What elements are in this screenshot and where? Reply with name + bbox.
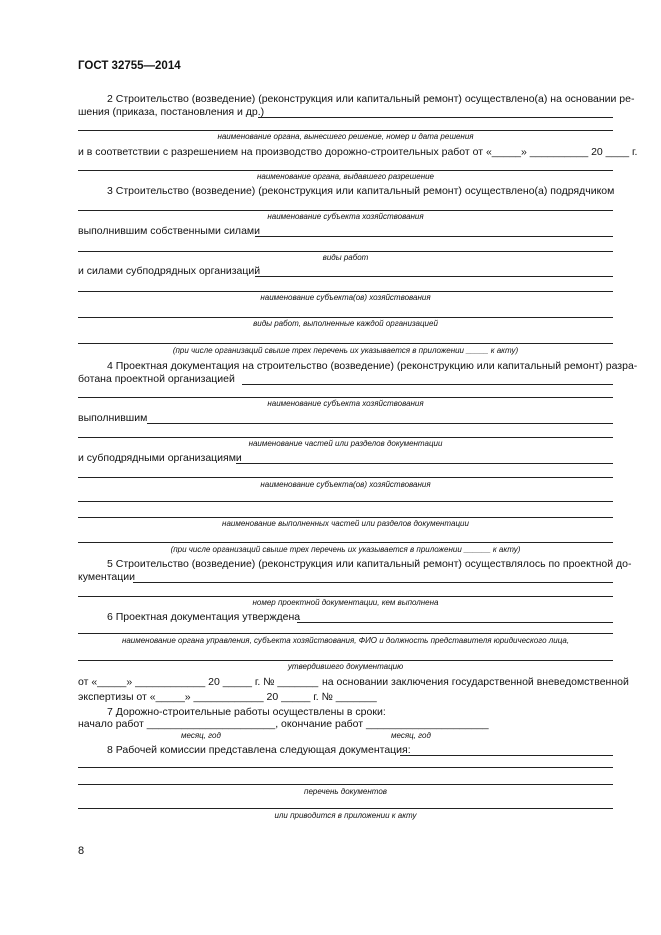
s4-subcontractors: и субподрядными организациями [78, 452, 242, 464]
s4-line-e[interactable] [78, 517, 613, 518]
s3-line1: 3 Строительство (возведение) (реконструкция или капитальный ремонт) осуществлено(а) подрядчиком [107, 185, 615, 197]
s8-line-c[interactable] [78, 808, 613, 809]
s3-line-e[interactable] [78, 343, 613, 344]
s6-caption2: утвердившего документацию [287, 662, 404, 671]
s3-own-forces: выполнившим собственными силами [78, 225, 260, 237]
s6-line2a: от «_____» ____________ 20 _____ г. № _______ [78, 676, 319, 688]
s8-caption1: перечень документов [304, 787, 387, 796]
s3-caption1: наименование субъекта хозяйствования [267, 212, 424, 221]
s2-caption1: наименование органа, вынесшего решение, номер и дата решения [217, 132, 474, 141]
s5-fill-line[interactable] [133, 582, 613, 583]
s2-line-b[interactable] [78, 170, 613, 171]
s7-line2: начало работ ______________________, окончание работ _____________________ [78, 718, 489, 730]
s3-caption3: наименование субъекта(ов) хозяйствования [260, 293, 431, 302]
s4-note: (при числе организаций свыше трех перечень их указывается в приложении ______ к акту) [170, 545, 521, 554]
s4-performed: выполнившим [78, 412, 148, 424]
s4-fill-line[interactable] [242, 384, 613, 385]
s7-caption-start: месяц, год [181, 731, 221, 740]
s2-line1: 2 Строительство (возведение) (реконструкция или капитальный ремонт) осуществлено(а) на основании ре- [107, 93, 635, 105]
s6-line3: экспертизы от «_____» ____________ 20 _____ г. № _______ [78, 691, 377, 703]
s6-line2b: на основании заключения государственной вневедомственной [322, 676, 629, 688]
s5-line-a[interactable] [78, 596, 613, 597]
s4-line-c[interactable] [78, 477, 613, 478]
s3-subcontractors-line[interactable] [255, 276, 613, 277]
s5-line1: 5 Строительство (возведение) (реконструкция или капитальный ремонт) осуществлялось по проектной до- [107, 558, 632, 570]
s3-subcontractors: и силами субподрядных организаций [78, 265, 261, 277]
s3-own-forces-line[interactable] [255, 236, 613, 237]
s7-caption-end: месяц, год [391, 731, 431, 740]
s4-performed-line[interactable] [147, 423, 613, 424]
s4-line2: ботана проектной организацией [78, 373, 235, 385]
s4-caption3: наименование субъекта(ов) хозяйствования [260, 480, 431, 489]
s4-line-b[interactable] [78, 437, 613, 438]
s3-caption4: виды работ, выполненные каждой организацией [253, 319, 438, 328]
s8-line-a[interactable] [78, 767, 613, 768]
s3-line-a[interactable] [78, 210, 613, 211]
s8-line1: 8 Рабочей комиссии представлена следующая документация: [107, 744, 411, 756]
s2-caption2: наименование органа, выдавшего разрешение [256, 172, 434, 181]
s3-line-d[interactable] [78, 317, 613, 318]
s6-fill-line[interactable] [297, 622, 613, 623]
s6-caption1: наименование органа управления, субъекта хозяйствования, ФИО и должность представителя юридического лица, [121, 636, 570, 645]
s3-line-b[interactable] [78, 251, 613, 252]
s3-caption2: виды работ [322, 253, 369, 262]
s4-line-d[interactable] [78, 501, 613, 502]
s8-caption2: или приводится в приложении к акту [274, 811, 417, 820]
s6-line-a[interactable] [78, 633, 613, 634]
s5-line2: кументации [78, 571, 135, 583]
s4-caption1: наименование субъекта хозяйствования [267, 399, 424, 408]
s4-line-f[interactable] [78, 542, 613, 543]
s7-line1: 7 Дорожно-строительные работы осуществлены в сроки: [107, 706, 386, 718]
s3-line-c[interactable] [78, 291, 613, 292]
s2-line2: шения (приказа, постановления и др.) [78, 106, 265, 118]
s2-line-a[interactable] [78, 130, 613, 131]
s2-fill-line[interactable] [258, 117, 613, 118]
s6-line-b[interactable] [78, 660, 613, 661]
s4-caption2: наименование частей или разделов документации [248, 439, 443, 448]
s6-line1: 6 Проектная документация утверждена [107, 611, 301, 623]
s2-line3: и в соответствии с разрешением на производство дорожно-строительных работ от «_____» __________ 20 ____ г. [78, 146, 638, 158]
s8-line-b[interactable] [78, 784, 613, 785]
document-header: ГОСТ 32755—2014 [78, 60, 181, 72]
s4-subcontractors-line[interactable] [236, 463, 613, 464]
s4-caption4: наименование выполненных частей или разделов документации [222, 519, 469, 528]
s8-fill-line[interactable] [400, 755, 613, 756]
page-number: 8 [78, 845, 85, 857]
s4-line1: 4 Проектная документация на строительство (возведение) (реконструкцию или капитальный ремонт) разра- [107, 360, 638, 372]
s3-note: (при числе организаций свыше трех перечень их указывается в приложении _____ к акту) [172, 346, 519, 355]
s4-line-a[interactable] [78, 397, 613, 398]
s5-caption1: номер проектной документации, кем выполнена [252, 598, 439, 607]
